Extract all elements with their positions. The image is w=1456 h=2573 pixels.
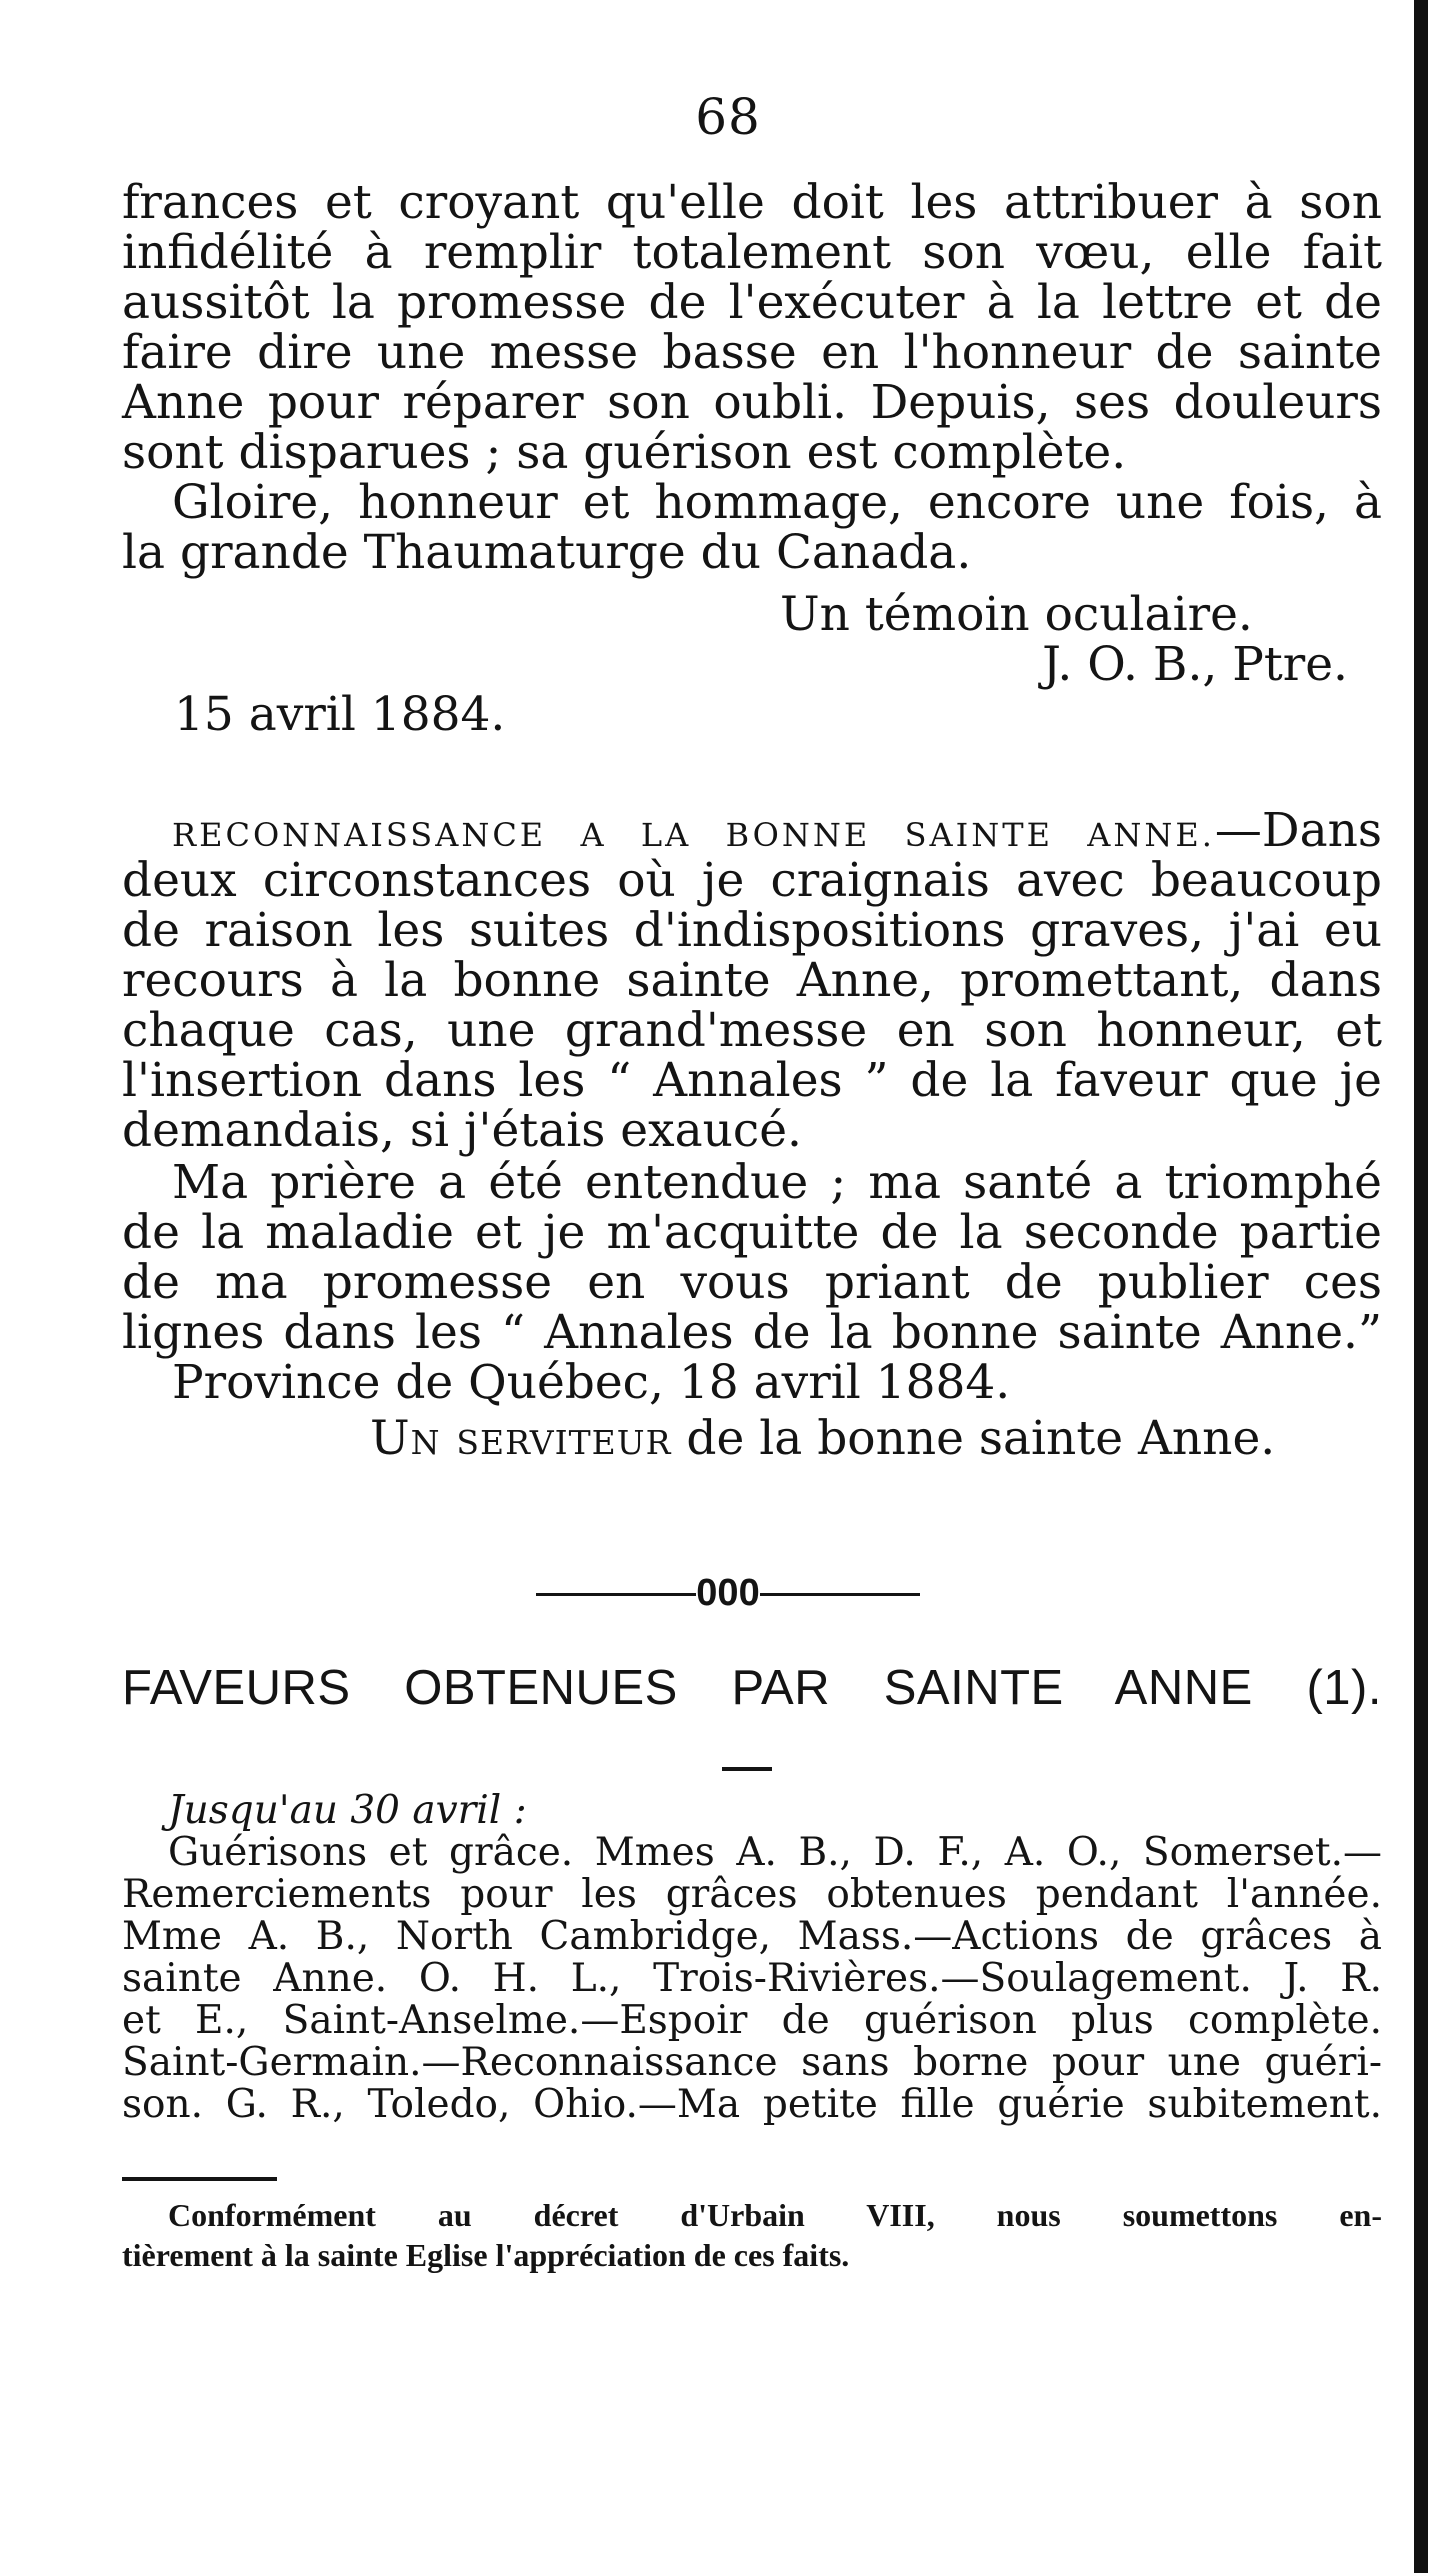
servant-rest: de la bonne sainte Anne.: [671, 1411, 1276, 1466]
witness-date: 15 avril 1884.: [174, 687, 506, 742]
text-line: demandais, si j'étais exaucé.: [122, 1103, 802, 1158]
text-line: infidélité à remplir totalement son vœu, elle fait: [122, 225, 1382, 280]
reconnaissance-heading: RECONNAISSANCE A LA BONNE SAINTE ANNE.: [172, 816, 1215, 854]
favours-list: [122, 1790, 1382, 2126]
witness-initials: J. O. B., Ptre.: [1042, 637, 1348, 692]
text-line: frances et croyant qu'elle doit les attribuer à son: [122, 175, 1382, 230]
favour-line: Guérisons et grâce. Mmes A. B., D. F., A. O., Somerset.—: [168, 1830, 1382, 1875]
text-line: chaque cas, une grand'messe en son honneur, et: [122, 1003, 1382, 1058]
title-underline: [722, 1767, 772, 1771]
text-line: faire dire une messe basse en l'honneur de sainte: [122, 325, 1382, 380]
favours-intro: Jusqu'au 30 avril :: [168, 1788, 527, 1833]
section-title: FAVEURS OBTENUES PAR SAINTE ANNE (1).: [122, 1661, 1382, 1715]
text-line: la grande Thaumaturge du Canada.: [122, 525, 972, 580]
footnote: [122, 2195, 1382, 2275]
favour-line: Mme A. B., North Cambridge, Mass.—Actions de grâces à: [122, 1914, 1382, 1959]
favour-line: Remerciements pour les grâces obtenues pendant l'année.: [122, 1872, 1382, 1917]
text-line: de ma promesse en vous priant de publier ces: [122, 1255, 1382, 1310]
favour-line: et E., Saint-Anselme.—Espoir de guérison plus complète.: [122, 1998, 1382, 2043]
text-line: [122, 803, 1382, 860]
footnote-line: Conformément au décret d'Urbain VIII, nous soumettons en-: [168, 2197, 1382, 2233]
text-line: sont disparues ; sa guérison est complète.: [122, 425, 1127, 480]
reconnaissance-paragraph-start: [122, 803, 1382, 860]
servant-signature: [122, 1411, 1382, 1466]
paragraph-1: [122, 175, 1382, 480]
text-line: l'insertion dans les “ Annales ” de la faveur que je: [122, 1053, 1382, 1108]
paragraph-3: [122, 853, 1382, 1158]
witness-label: Un témoin oculaire.: [780, 587, 1253, 642]
text-line: de raison les suites d'indispositions graves, j'ai eu: [122, 903, 1382, 958]
favour-line: sainte Anne. O. H. L., Trois-Rivières.—Soulagement. J. R.: [122, 1956, 1382, 2001]
favour-line: Saint-Germain.—Reconnaissance sans borne pour une guéri-: [122, 2040, 1382, 2085]
text-line: de la maladie et je m'acquitte de la seconde partie: [122, 1205, 1382, 1260]
closing-lines: [122, 1355, 1382, 1466]
footnote-rule: [122, 2177, 277, 2181]
favour-line: son. G. R., Toledo, Ohio.—Ma petite fille guérie subitement.: [122, 2082, 1382, 2127]
text-line: Ma prière a été entendue ; ma santé a triomphé: [172, 1155, 1382, 1210]
page-number: 68: [695, 88, 761, 146]
separator-rule-left: [536, 1593, 696, 1596]
text-line: Gloire, honneur et hommage, encore une fois, à: [172, 475, 1382, 530]
heading-tail: —Dans: [1214, 803, 1382, 858]
text-line: Anne pour réparer son oubli. Depuis, ses douleurs: [122, 375, 1382, 430]
section-separator: [0, 1572, 1456, 1615]
separator-label: 000: [696, 1572, 760, 1614]
text-line: aussitôt la promesse de l'exécuter à la lettre et de: [122, 275, 1382, 330]
text-line: deux circonstances où je craignais avec beaucoup: [122, 853, 1382, 908]
paragraph-2: [122, 475, 1382, 580]
separator-rule-right: [760, 1593, 920, 1596]
footnote-line: tièrement à la sainte Eglise l'appréciation de ces faits.: [122, 2237, 850, 2273]
servant-caps: Un serviteur: [370, 1411, 672, 1466]
page-edge-bar: [1414, 0, 1428, 2573]
place-date: Province de Québec, 18 avril 1884.: [172, 1355, 1011, 1410]
text-line: lignes dans les “ Annales de la bonne sainte Anne.”: [122, 1305, 1382, 1360]
paragraph-4: [122, 1155, 1382, 1360]
witness-signature: [122, 587, 1382, 742]
text-line: recours à la bonne sainte Anne, promettant, dans: [122, 953, 1382, 1008]
